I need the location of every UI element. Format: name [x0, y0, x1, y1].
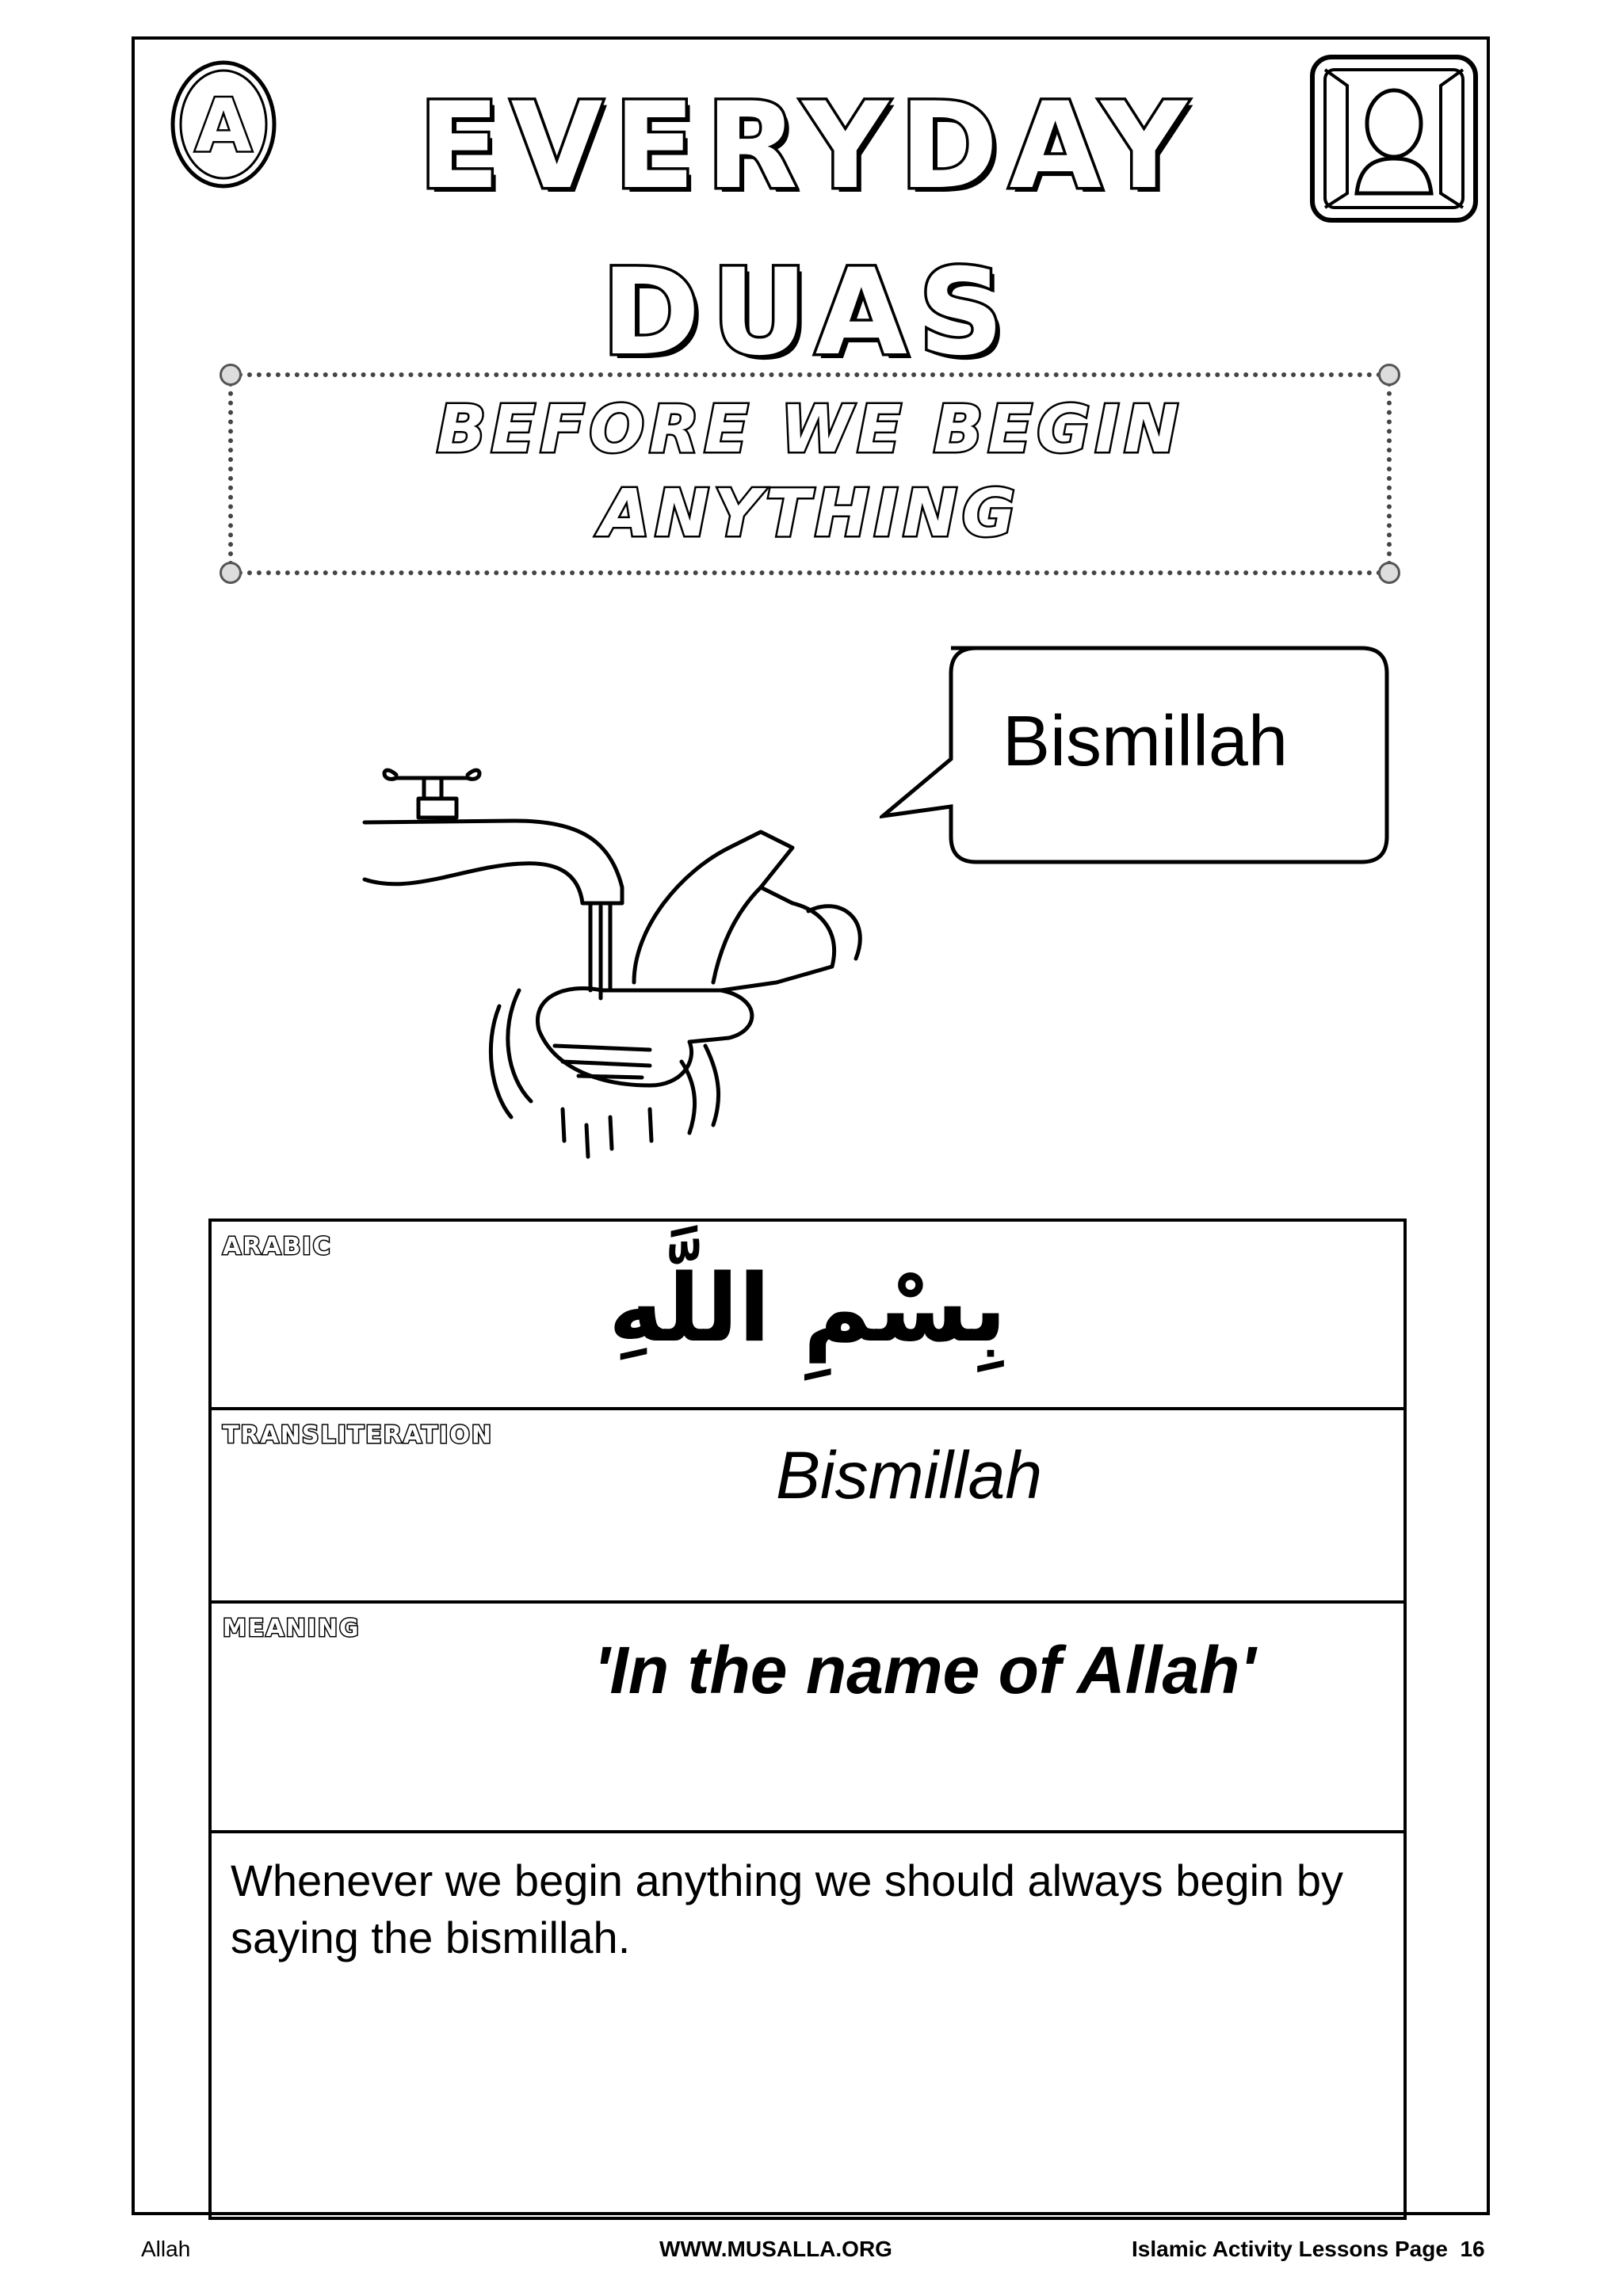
banner-heading — [233, 388, 1387, 556]
arabic-label: ARABIC — [223, 1233, 332, 1261]
banner-line-1: BEFORE WE BEGIN — [437, 392, 1183, 467]
note-text: Whenever we begin anything we should always begin by saying the bismillah. — [231, 1855, 1343, 1962]
dua-table — [208, 1219, 1407, 2220]
title-line-2: DUAS — [601, 244, 1015, 382]
badge-letter: A — [195, 83, 252, 168]
section-banner — [228, 372, 1392, 575]
banner-corner — [1378, 364, 1400, 386]
banner-line-2: ANYTHING — [599, 476, 1021, 551]
transliteration-row — [212, 1410, 1403, 1604]
footer-website: WWW.MUSALLA.ORG — [659, 2237, 892, 2261]
title-line-1: EVERYDAY — [418, 78, 1198, 215]
transliteration-text: Bismillah — [775, 1438, 1043, 1512]
page-title — [238, 63, 1379, 396]
footer-left: Allah — [141, 2237, 191, 2261]
banner-corner — [1378, 562, 1400, 584]
meaning-text: 'In the name of Allah' — [594, 1633, 1256, 1707]
speech-bubble-text: Bismillah — [1002, 702, 1289, 781]
arabic-row — [212, 1222, 1403, 1410]
meaning-row — [212, 1604, 1403, 1833]
transliteration-label: TRANSLITERATION — [223, 1421, 493, 1449]
arabic-text: بِسْمِ اللَّهِ — [608, 1253, 1007, 1363]
footer-page-info: Islamic Activity Lessons Page 16 — [1132, 2237, 1485, 2261]
handwashing-illustration — [349, 729, 903, 1204]
banner-corner — [220, 562, 242, 584]
meaning-label: MEANING — [223, 1615, 361, 1642]
note-row — [212, 1833, 1403, 2217]
banner-corner — [220, 364, 242, 386]
